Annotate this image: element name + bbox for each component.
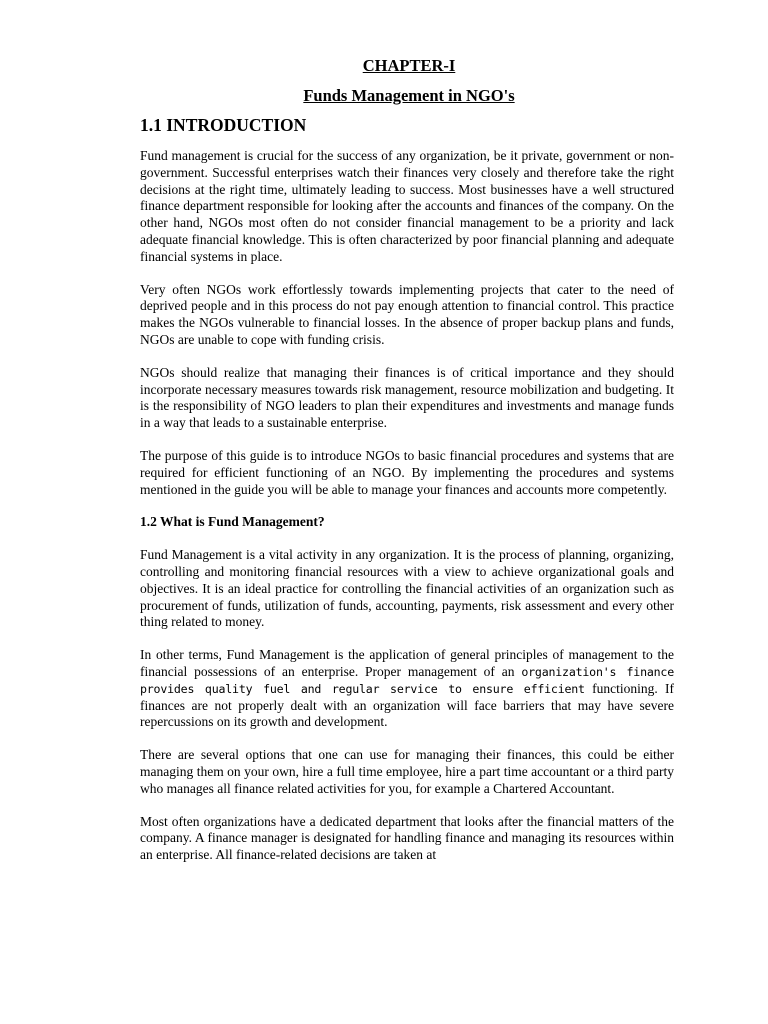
fund-paragraph-2-part-3: functioning. If finances are not properly dealt with an organization will face barriers that may have severe repercussions on its growth and development.: [140, 680, 674, 730]
fund-paragraph-2: [140, 647, 674, 731]
intro-paragraph-4: The purpose of this guide is to introduce NGOs to basic financial procedures and systems that are required for efficient functioning of an NGO. By implementing the procedures and systems mentioned in the guide you will be able to manage your finances and accounts more competently.: [140, 447, 674, 497]
fund-paragraph-3: There are several options that one can use for managing their finances, this could be either managing them on your own, hire a full time employee, hire a part time accountant or a third party who manages all finance related activities for you, for example a Chartered Accountant.: [140, 747, 674, 796]
section-heading-fund-management: 1.2 What is Fund Management?: [140, 514, 325, 530]
document-page: [140, 56, 674, 864]
page-title: Funds Management in NGO's: [303, 86, 515, 105]
section-heading-introduction: 1.1 INTRODUCTION: [140, 115, 307, 135]
fund-paragraph-1: Fund Management is a vital activity in any organization. It is the process of planning, organizing, controlling and monitoring financial resources with a view to achieve organizational goals and objectives. It is an ideal practice for controlling the financial activities of an organization such as procurement of funds, utilization of funds, accounting, payments, risk assessment and every other thing related to money.: [140, 547, 674, 630]
fund-paragraph-2-part-1: In other terms, Fund Management is the application of general principles of management to the financial possessions of an enterprise. Proper management of an: [140, 647, 674, 679]
intro-paragraph-2: Very often NGOs work effortlessly towards implementing projects that cater to the need of deprived people and in this process do not pay enough attention to financial control. This practice makes the NGOs vulnerable to financial losses. In the absence of proper backup plans and funds, NGOs are unable to cope with funding crisis.: [140, 281, 674, 347]
intro-paragraph-3: NGOs should realize that managing their finances is of critical importance and they should incorporate necessary measures towards risk management, resource mobilization and budgeting. It is the responsibility of NGO leaders to plan their expenditures and investments and manage funds in a way that leads to a sustainable enterprise.: [140, 364, 674, 431]
fund-paragraph-2-part-2: organization's finance provides quality fuel and regular service to ensure efficient: [140, 664, 674, 696]
chapter-label: CHAPTER-I: [362, 56, 456, 75]
fund-paragraph-4: Most often organizations have a dedicated department that looks after the financial matters of the company. A finance manager is designated for handling finance and managing its resources within an enterprise. All finance-related decisions are taken at: [140, 813, 674, 863]
intro-paragraph-1: Fund management is crucial for the success of any organization, be it private, government or non-government. Successful enterprises watch their finances very closely and therefore take the right decisions at the right time, ultimately leading to success. Most businesses have a well structured finance department responsible for looking after the accounts and finances of the company. On the other hand, NGOs most often do not consider financial management to be a priority and lack adequate financial knowledge. This is often characterized by poor financial planning and adequate financial systems in place.: [140, 148, 674, 264]
